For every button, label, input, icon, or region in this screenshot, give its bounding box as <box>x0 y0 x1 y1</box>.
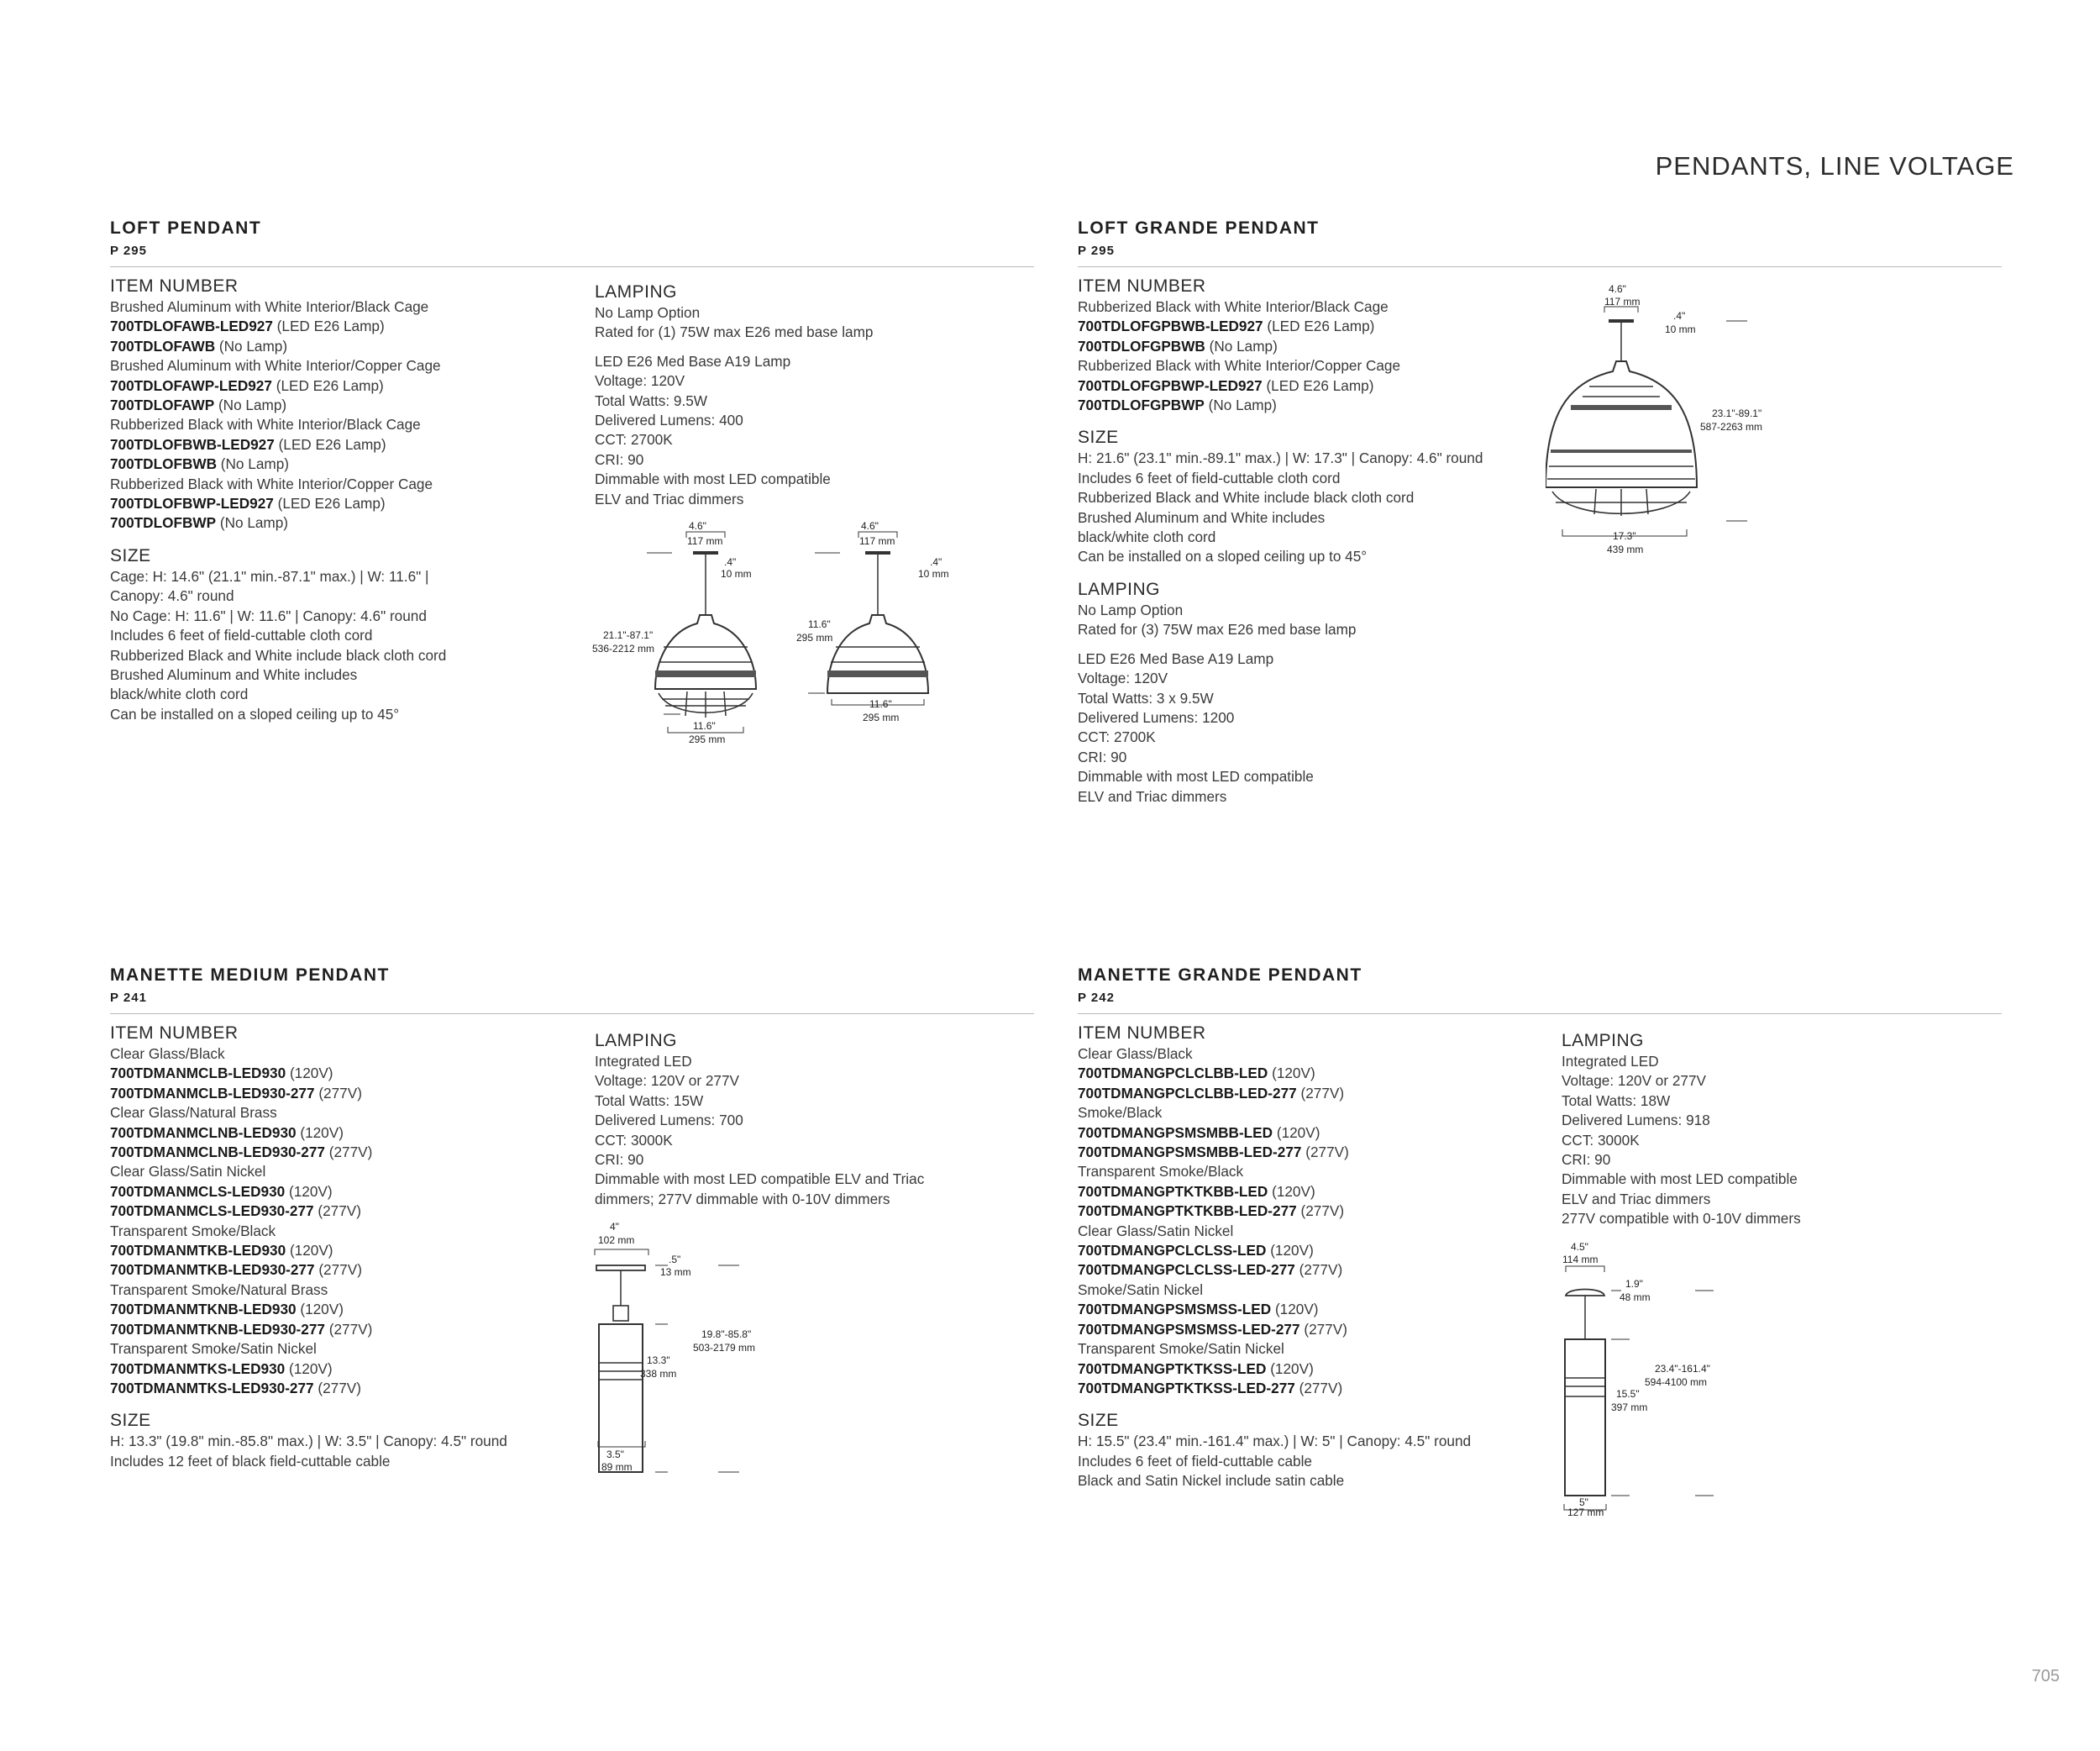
text-line: Dimmable with most LED compatible <box>1078 768 1314 786</box>
lamping-heading: LAMPING <box>1562 1031 1645 1050</box>
text-line: Includes 12 feet of black field-cuttable cable <box>110 1452 391 1470</box>
dim-thickness-mm: 10 mm <box>918 568 949 580</box>
dim-thickness-mm: 48 mm <box>1620 1291 1651 1303</box>
finish-label: Rubberized Black with White Interior/Copper Cage <box>1078 357 1401 375</box>
item-code: 700TDLOFGPBWP <box>1078 397 1205 414</box>
dim-height: 11.6" <box>808 618 831 630</box>
item-note: (277V) <box>1299 1261 1343 1279</box>
item-row <box>110 435 446 455</box>
divider <box>1078 266 2002 267</box>
item-code: 700TDMANMCLB-LED930-277 <box>110 1084 315 1102</box>
item-row <box>110 1320 507 1339</box>
dim-height: 23.4"-161.4" <box>1655 1363 1710 1375</box>
item-note: (LED E26 Lamp) <box>1266 376 1374 394</box>
dim-canopy-mm: 114 mm <box>1562 1254 1599 1265</box>
text-line: H: 15.5" (23.4" min.-161.4" max.) | W: 5" | Canopy: 4.5" round <box>1078 1433 1472 1450</box>
item-row <box>110 1202 507 1221</box>
finish-label: Clear Glass/Satin Nickel <box>110 1163 266 1180</box>
text-line: CRI: 90 <box>1562 1151 1611 1169</box>
finish-label: Smoke/Black <box>1078 1104 1163 1122</box>
manette-grande-specs <box>1078 1023 1471 1491</box>
item-code: 700TDMANGPCLCLSS-LED <box>1078 1242 1267 1259</box>
item-note: (No Lamp) <box>220 455 289 473</box>
page-reference: P 295 <box>1078 244 1115 258</box>
finish-label: Clear Glass/Natural Brass <box>110 1104 277 1122</box>
dim-canopy-mm: 102 mm <box>598 1234 635 1246</box>
finish-label: Transparent Smoke/Natural Brass <box>110 1280 328 1298</box>
text-line: Cage: H: 14.6" (21.1" min.-87.1" max.) | W: 11.6" | <box>110 567 429 585</box>
finish-label: Smoke/Satin Nickel <box>1078 1280 1204 1298</box>
finish-label: Rubberized Black with White Interior/Black Cage <box>110 416 421 434</box>
item-row <box>1078 317 1483 336</box>
text-line: LED E26 Med Base A19 Lamp <box>595 352 791 370</box>
lamping-heading: LAMPING <box>595 282 678 302</box>
item-code: 700TDLOFAWP <box>110 397 215 414</box>
dim-body-height: 15.5" <box>1616 1388 1640 1400</box>
text-line: Includes 6 feet of field-cuttable cloth cord <box>110 627 373 644</box>
item-note: (277V) <box>318 1379 361 1396</box>
size-list <box>1078 1432 1471 1491</box>
text-line: 277V compatible with 0-10V dimmers <box>1562 1210 1801 1228</box>
item-list <box>1078 1044 1471 1398</box>
item-note: (120V) <box>289 1242 333 1259</box>
page-number: 705 <box>2031 1667 2060 1685</box>
item-number-heading: ITEM NUMBER <box>1078 276 1206 296</box>
loft-grande-specs <box>1078 276 1483 807</box>
text-line: Dimmable with most LED compatible <box>1562 1170 1798 1188</box>
text-line: Rated for (1) 75W max E26 med base lamp <box>595 323 874 341</box>
dim-height: 23.1"-89.1" <box>1712 408 1762 419</box>
item-code: 700TDMANMTKS-LED930-277 <box>110 1379 314 1396</box>
item-row <box>110 1379 507 1398</box>
dim-body-height-mm: 338 mm <box>640 1368 677 1380</box>
product-loft <box>110 218 1034 267</box>
text-line: Voltage: 120V or 277V <box>1562 1072 1707 1090</box>
dim-thickness: .4" <box>724 556 737 568</box>
dim-width: 5" <box>1579 1496 1588 1508</box>
dim-canopy: 4.6" <box>1609 283 1626 295</box>
lamping-specs <box>595 1052 924 1209</box>
dim-canopy-mm: 117 mm <box>1604 296 1641 308</box>
lamping-heading: LAMPING <box>1078 579 1161 599</box>
text-line: Includes 6 feet of field-cuttable cable <box>1078 1452 1312 1470</box>
size-heading: SIZE <box>1078 428 1119 448</box>
item-note: (120V) <box>1272 1065 1315 1082</box>
text-line: Delivered Lumens: 918 <box>1562 1112 1710 1129</box>
item-code: 700TDLOFAWB-LED927 <box>110 318 273 335</box>
text-line: Total Watts: 3 x 9.5W <box>1078 689 1214 707</box>
dim-thickness-mm: 10 mm <box>721 568 752 580</box>
item-row <box>110 1182 507 1202</box>
text-line: Voltage: 120V <box>1078 670 1168 687</box>
product-title: MANETTE MEDIUM PENDANT <box>110 965 390 985</box>
item-row <box>1078 1123 1471 1143</box>
text-line: Rubberized Black and White include black cloth cord <box>1078 489 1415 507</box>
text-line: No Lamp Option <box>1078 601 1184 618</box>
divider <box>110 1013 1034 1014</box>
text-line: ELV and Triac dimmers <box>1078 787 1227 805</box>
text-line: black/white cloth cord <box>1078 528 1216 546</box>
item-row <box>110 494 446 513</box>
item-row <box>110 337 446 356</box>
divider <box>110 266 1034 267</box>
dim-width: 11.6" <box>693 720 716 732</box>
item-row <box>110 1300 507 1319</box>
item-note: (277V) <box>318 1202 361 1220</box>
item-note: (120V) <box>1272 1182 1315 1200</box>
item-number-heading: ITEM NUMBER <box>110 276 239 296</box>
size-list <box>1078 449 1483 566</box>
dim-thickness: .4" <box>930 556 942 568</box>
dim-width-mm: 127 mm <box>1567 1506 1604 1518</box>
item-note: (LED E26 Lamp) <box>1267 318 1375 335</box>
dim-canopy-mm: 117 mm <box>859 535 895 547</box>
lamping-options <box>595 303 873 343</box>
item-row <box>1078 1359 1471 1379</box>
item-note: (120V) <box>1270 1359 1314 1377</box>
manette-medium-specs <box>110 1023 507 1471</box>
item-row <box>1078 1143 1471 1162</box>
text-line: Voltage: 120V or 277V <box>595 1072 740 1090</box>
dim-width-mm: 439 mm <box>1607 544 1644 555</box>
finish-label: Clear Glass/Black <box>1078 1045 1193 1062</box>
item-row <box>1078 1300 1471 1319</box>
item-code: 700TDMANMCLB-LED930 <box>110 1065 286 1082</box>
text-line: Integrated LED <box>1562 1053 1659 1070</box>
dim-canopy: 4.6" <box>689 521 706 532</box>
product-loft-grande <box>1078 218 2002 267</box>
item-code: 700TDLOFBWB-LED927 <box>110 435 275 453</box>
dim-canopy: 4" <box>610 1221 619 1233</box>
item-code: 700TDMANGPSMSMBB-LED-277 <box>1078 1144 1302 1161</box>
finish-label: Transparent Smoke/Black <box>110 1222 276 1239</box>
text-line: Canopy: 4.6" round <box>110 587 234 605</box>
item-note: (No Lamp) <box>1209 337 1278 355</box>
item-code: 700TDMANMTKS-LED930 <box>110 1359 286 1377</box>
finish-label: Brushed Aluminum with White Interior/Copper Cage <box>110 357 441 375</box>
text-line: Total Watts: 15W <box>595 1091 704 1109</box>
item-code: 700TDMANMTKNB-LED930 <box>110 1301 297 1318</box>
finish-label: Rubberized Black with White Interior/Black Cage <box>1078 298 1389 315</box>
item-row <box>1078 1084 1471 1103</box>
text-line: Can be installed on a sloped ceiling up to 45° <box>110 705 400 723</box>
finish-label: Clear Glass/Black <box>110 1045 225 1062</box>
item-note: (LED E26 Lamp) <box>276 376 384 394</box>
item-code: 700TDMANGPCLCLBB-LED <box>1078 1065 1268 1082</box>
item-note: (120V) <box>300 1301 344 1318</box>
dim-canopy: 4.6" <box>861 521 879 532</box>
text-line: Can be installed on a sloped ceiling up to 45° <box>1078 548 1368 565</box>
item-row <box>110 396 446 415</box>
item-note: (120V) <box>300 1123 344 1141</box>
finish-label: Transparent Smoke/Satin Nickel <box>1078 1340 1284 1358</box>
dim-thickness-mm: 10 mm <box>1665 323 1696 335</box>
text-line: Integrated LED <box>595 1053 692 1070</box>
item-code: 700TDLOFBWP <box>110 514 217 532</box>
text-line: CRI: 90 <box>595 450 644 468</box>
item-row <box>1078 337 1483 356</box>
manette-grande-lamping <box>1562 1030 1801 1229</box>
item-code: 700TDMANGPCLCLSS-LED-277 <box>1078 1261 1295 1279</box>
text-line: CCT: 2700K <box>595 431 673 449</box>
loft-specs <box>110 276 446 724</box>
product-title: LOFT GRANDE PENDANT <box>1078 218 1320 238</box>
manette-grande-dimension-drawing <box>1546 1235 1764 1521</box>
item-note: (277V) <box>1299 1379 1343 1396</box>
finish-label: Brushed Aluminum with White Interior/Black Cage <box>110 298 429 315</box>
item-code: 700TDMANMTKNB-LED930-277 <box>110 1320 325 1338</box>
text-line: H: 21.6" (23.1" min.-89.1" max.) | W: 17.3" | Canopy: 4.6" round <box>1078 450 1483 467</box>
finish-label: Rubberized Black with White Interior/Copper Cage <box>110 475 433 492</box>
item-code: 700TDMANMTKB-LED930-277 <box>110 1261 315 1279</box>
item-code: 700TDLOFGPBWB-LED927 <box>1078 318 1263 335</box>
item-row <box>1078 396 1483 415</box>
item-number-heading: ITEM NUMBER <box>1078 1023 1206 1043</box>
size-heading: SIZE <box>110 1411 151 1431</box>
item-note: (LED E26 Lamp) <box>276 318 385 335</box>
product-manette-medium <box>110 965 1034 1014</box>
dim-height-mm: 295 mm <box>796 632 833 644</box>
finish-label: Transparent Smoke/Satin Nickel <box>110 1340 317 1358</box>
item-code: 700TDMANGPTKTKSS-LED <box>1078 1359 1267 1377</box>
lamping-led-specs <box>1078 649 1483 807</box>
product-title: MANETTE GRANDE PENDANT <box>1078 965 1362 985</box>
item-note: (120V) <box>289 1065 333 1082</box>
text-line: No Cage: H: 11.6" | W: 11.6" | Canopy: 4.6" round <box>110 607 427 624</box>
text-line: black/white cloth cord <box>110 686 249 703</box>
dim-thickness: .5" <box>669 1254 681 1265</box>
item-row <box>110 317 446 336</box>
dim-thickness: 1.9" <box>1625 1278 1643 1290</box>
item-row <box>110 513 446 533</box>
dim-height-mm: 536-2212 mm <box>592 643 655 655</box>
dim-width: 17.3" <box>1613 530 1636 542</box>
item-note: (277V) <box>1305 1144 1349 1161</box>
text-line: ELV and Triac dimmers <box>595 490 744 507</box>
text-line: dimmers; 277V dimmable with 0-10V dimmers <box>595 1190 890 1207</box>
dim-body-height-mm: 397 mm <box>1611 1401 1648 1413</box>
text-line: Total Watts: 18W <box>1562 1091 1671 1109</box>
page-reference: P 295 <box>110 244 147 258</box>
text-line: Delivered Lumens: 400 <box>595 412 743 429</box>
item-note: (120V) <box>1274 1301 1319 1318</box>
item-code: 700TDMANMCLNB-LED930 <box>110 1123 297 1141</box>
item-note: (277V) <box>328 1320 373 1338</box>
item-note: (277V) <box>318 1084 362 1102</box>
dim-thickness: .4" <box>1673 310 1686 322</box>
item-row <box>110 1084 507 1103</box>
item-row <box>1078 1320 1471 1339</box>
item-code: 700TDMANGPCLCLBB-LED-277 <box>1078 1084 1297 1102</box>
lamping-options <box>1078 601 1483 640</box>
item-code: 700TDLOFBWB <box>110 455 218 473</box>
item-note: (No Lamp) <box>218 337 288 355</box>
size-list <box>110 1432 507 1471</box>
item-number-heading: ITEM NUMBER <box>110 1023 239 1043</box>
item-code: 700TDMANGPSMSMBB-LED <box>1078 1123 1273 1141</box>
item-note: (LED E26 Lamp) <box>278 435 386 453</box>
text-line: CRI: 90 <box>1078 748 1127 765</box>
text-line: Black and Satin Nickel include satin cable <box>1078 1472 1345 1490</box>
item-note: (LED E26 Lamp) <box>277 495 386 513</box>
item-row <box>1078 1202 1471 1221</box>
text-line: No Lamp Option <box>595 304 701 321</box>
loft-grande-dimension-drawing <box>1546 277 1798 563</box>
divider <box>1078 1013 2002 1014</box>
item-code: 700TDMANGPSMSMSS-LED <box>1078 1301 1272 1318</box>
item-row <box>1078 1260 1471 1280</box>
lamping-led-specs <box>595 352 873 509</box>
item-code: 700TDMANGPSMSMSS-LED-277 <box>1078 1320 1300 1338</box>
item-code: 700TDMANMTKB-LED930 <box>110 1242 286 1259</box>
dim-width-mm: 89 mm <box>601 1461 633 1473</box>
loft-lamping <box>595 281 873 509</box>
item-note: (120V) <box>1276 1123 1320 1141</box>
item-row <box>110 1241 507 1260</box>
page-header: PENDANTS, LINE VOLTAGE <box>1655 151 2014 181</box>
lamping-specs <box>1562 1052 1801 1229</box>
size-heading: SIZE <box>110 545 151 565</box>
item-row <box>1078 1241 1471 1260</box>
item-code: 700TDLOFBWP-LED927 <box>110 495 274 513</box>
finish-label: Transparent Smoke/Black <box>1078 1163 1244 1180</box>
text-line: Rubberized Black and White include black cloth cord <box>110 646 447 664</box>
finish-label: Clear Glass/Satin Nickel <box>1078 1222 1234 1239</box>
text-line: Total Watts: 9.5W <box>595 392 708 409</box>
text-line: CCT: 3000K <box>595 1131 673 1149</box>
item-row <box>1078 1182 1471 1202</box>
text-line: Brushed Aluminum and White includes <box>1078 508 1326 526</box>
item-row <box>110 1064 507 1083</box>
item-row <box>110 455 446 474</box>
text-line: CCT: 2700K <box>1078 728 1156 746</box>
item-list <box>110 1044 507 1398</box>
text-line: H: 13.3" (19.8" min.-85.8" max.) | W: 3.5" | Canopy: 4.5" round <box>110 1433 507 1450</box>
item-note: (120V) <box>288 1182 333 1200</box>
item-code: 700TDMANMCLNB-LED930-277 <box>110 1144 325 1161</box>
item-list <box>110 297 446 534</box>
item-code: 700TDLOFGPBWB <box>1078 337 1205 355</box>
item-list <box>1078 297 1483 415</box>
manette-medium-lamping <box>595 1030 924 1209</box>
lamping-heading: LAMPING <box>595 1031 678 1050</box>
dim-body-height: 13.3" <box>647 1354 670 1366</box>
dim-height-mm: 594-4100 mm <box>1645 1376 1708 1388</box>
text-line: CCT: 3000K <box>1562 1131 1640 1149</box>
item-row <box>1078 1379 1471 1398</box>
size-heading: SIZE <box>1078 1411 1119 1431</box>
text-line: Brushed Aluminum and White includes <box>110 665 358 683</box>
dim-width-mm: 295 mm <box>689 734 726 745</box>
size-list <box>110 567 446 724</box>
item-code: 700TDLOFAWP-LED927 <box>110 376 272 394</box>
text-line: Delivered Lumens: 1200 <box>1078 708 1235 726</box>
item-row <box>110 1123 507 1143</box>
item-row <box>110 1260 507 1280</box>
item-note: (277V) <box>318 1261 362 1279</box>
item-row <box>1078 376 1483 396</box>
item-row <box>110 1143 507 1162</box>
dim-width: 11.6" <box>869 698 892 710</box>
item-note: (No Lamp) <box>219 514 289 532</box>
item-note: (277V) <box>328 1144 373 1161</box>
dim-width: 3.5" <box>606 1449 624 1460</box>
page-reference: P 241 <box>110 991 147 1005</box>
dim-height-mm: 587-2263 mm <box>1700 421 1763 433</box>
text-line: Voltage: 120V <box>595 372 685 390</box>
item-code: 700TDLOFAWB <box>110 337 216 355</box>
product-title: LOFT PENDANT <box>110 218 262 238</box>
loft-dimension-drawing <box>588 521 974 756</box>
item-row <box>1078 1064 1471 1083</box>
item-note: (No Lamp) <box>218 397 287 414</box>
text-line: Delivered Lumens: 700 <box>595 1112 743 1129</box>
text-line: LED E26 Med Base A19 Lamp <box>1078 649 1274 667</box>
dim-canopy-mm: 117 mm <box>687 535 723 547</box>
item-note: (277V) <box>1304 1320 1347 1338</box>
dim-height: 19.8"-85.8" <box>701 1328 752 1340</box>
item-code: 700TDMANGPTKTKSS-LED-277 <box>1078 1379 1295 1396</box>
product-manette-grande <box>1078 965 2002 1014</box>
dim-width-mm: 295 mm <box>863 712 900 723</box>
dim-height: 21.1"-87.1" <box>603 629 654 641</box>
text-line: ELV and Triac dimmers <box>1562 1190 1711 1207</box>
manette-medium-dimension-drawing <box>588 1218 806 1479</box>
item-note: (277V) <box>1300 1202 1345 1220</box>
item-code: 700TDLOFGPBWP-LED927 <box>1078 376 1263 394</box>
text-line: Dimmable with most LED compatible <box>595 471 831 488</box>
item-note: (No Lamp) <box>1208 397 1277 414</box>
item-note: (277V) <box>1300 1084 1345 1102</box>
text-line: Dimmable with most LED compatible ELV and Triac <box>595 1170 925 1188</box>
text-line: Rated for (3) 75W max E26 med base lamp <box>1078 621 1357 639</box>
text-line: CRI: 90 <box>595 1151 644 1169</box>
item-note: (120V) <box>288 1359 333 1377</box>
item-code: 700TDMANGPTKTKBB-LED-277 <box>1078 1202 1297 1220</box>
text-line: Includes 6 feet of field-cuttable cloth cord <box>1078 469 1341 486</box>
item-code: 700TDMANMCLS-LED930-277 <box>110 1202 314 1220</box>
item-row <box>110 1359 507 1379</box>
dim-height-mm: 503-2179 mm <box>693 1342 756 1354</box>
item-code: 700TDMANMCLS-LED930 <box>110 1182 286 1200</box>
item-code: 700TDMANGPTKTKBB-LED <box>1078 1182 1268 1200</box>
dim-thickness-mm: 13 mm <box>660 1266 691 1278</box>
page-reference: P 242 <box>1078 991 1115 1005</box>
item-note: (120V) <box>1270 1242 1314 1259</box>
item-row <box>110 376 446 396</box>
dim-canopy: 4.5" <box>1571 1241 1588 1253</box>
